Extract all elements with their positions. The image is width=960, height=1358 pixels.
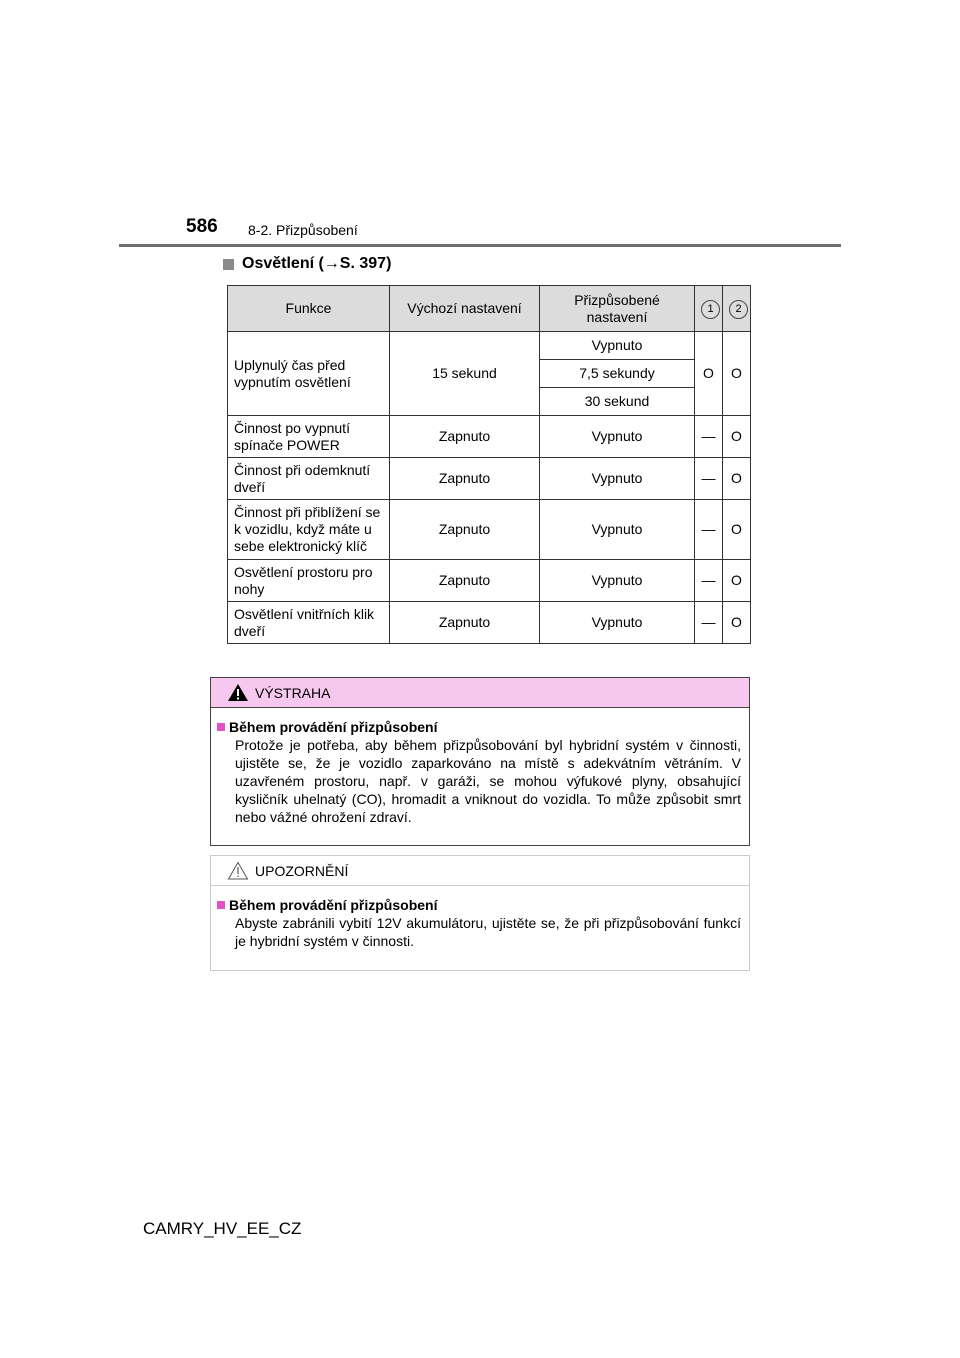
option-cell: 7,5 sekundy	[540, 360, 695, 388]
table-row	[228, 416, 751, 458]
warning-text: Protože je potřeba, aby během přizpůsobování byl hybridní systém v činnosti, ujistěte se, že je vozidlo zaparkováno na místě s adekvátním větráním. V uzavřeném prostoru, např. v garáži, se mohou výfukové plyny, obsahující kysličník uhelnatý (CO), hromadit a vniknout do vozidla. To může způsobit smrt nebo vážné ohrožení zdraví.	[235, 737, 741, 825]
warning-triangle-icon	[227, 683, 249, 702]
notice-header	[211, 856, 749, 886]
page-number: 586	[186, 216, 218, 237]
mark-cell: O	[723, 500, 751, 560]
header-rule	[119, 244, 841, 247]
feature-cell: Činnost po vypnutí spínače POWER	[228, 416, 390, 458]
notice-label: UPOZORNĚNÍ	[255, 862, 349, 879]
warning-label: VÝSTRAHA	[255, 684, 331, 701]
mark-cell: O	[695, 332, 723, 416]
option-cell: Vypnuto	[540, 458, 695, 500]
mark-cell: O	[723, 332, 751, 416]
default-cell: Zapnuto	[390, 500, 540, 560]
caution-triangle-icon	[227, 861, 249, 880]
mark-cell: —	[695, 500, 723, 560]
feature-cell: Činnost při odemknutí dveří	[228, 458, 390, 500]
header-col2	[723, 286, 751, 332]
warning-subtitle	[217, 718, 741, 736]
notice-subtitle	[217, 896, 741, 914]
section-title	[223, 255, 391, 273]
mark-cell: O	[723, 458, 751, 500]
table-row	[228, 560, 751, 602]
circled-number-icon: 2	[729, 300, 748, 319]
header-custom: Přizpůsobené nastavení	[540, 286, 695, 332]
option-cell: Vypnuto	[540, 332, 695, 360]
mark-cell: —	[695, 416, 723, 458]
default-cell: 15 sekund	[390, 332, 540, 416]
option-cell: Vypnuto	[540, 602, 695, 644]
mark-cell: —	[695, 560, 723, 602]
warning-header	[211, 678, 749, 708]
feature-cell: Osvětlení vnitřních klik dveří	[228, 602, 390, 644]
pink-square-bullet-icon	[217, 723, 225, 731]
header-col1	[695, 286, 723, 332]
table-row	[228, 602, 751, 644]
warning-subtitle-text: Během provádění přizpůsobení	[229, 719, 438, 735]
table-row	[228, 500, 751, 560]
mark-cell: —	[695, 602, 723, 644]
feature-cell: Osvětlení prostoru pro nohy	[228, 560, 390, 602]
section-header: 8-2. Přizpůsobení	[248, 222, 358, 238]
settings-table	[227, 285, 751, 644]
notice-subtitle-text: Během provádění přizpůsobení	[229, 897, 438, 913]
header-feature: Funkce	[228, 286, 390, 332]
section-title-text: Osvětlení (→S. 397)	[242, 255, 392, 272]
option-cell: Vypnuto	[540, 560, 695, 602]
default-cell: Zapnuto	[390, 560, 540, 602]
table-row	[228, 332, 751, 360]
feature-cell: Uplynulý čas před vypnutím osvětlení	[228, 332, 390, 416]
option-cell: Vypnuto	[540, 500, 695, 560]
mark-cell: —	[695, 458, 723, 500]
document-code: CAMRY_HV_EE_CZ	[143, 1219, 302, 1238]
square-bullet-icon	[223, 259, 234, 270]
mark-cell: O	[723, 560, 751, 602]
pink-square-bullet-icon	[217, 901, 225, 909]
option-cell: 30 sekund	[540, 388, 695, 416]
mark-cell: O	[723, 416, 751, 458]
header-default: Výchozí nastavení	[390, 286, 540, 332]
mark-cell: O	[723, 602, 751, 644]
notice-box	[210, 855, 750, 971]
warning-box	[210, 677, 750, 846]
table-header-row	[228, 286, 751, 332]
circled-number-icon: 1	[701, 300, 720, 319]
notice-text: Abyste zabránili vybití 12V akumulátoru, ujistěte se, že při přizpůsobování funkcí je hybridní systém v činnosti.	[235, 915, 741, 949]
default-cell: Zapnuto	[390, 602, 540, 644]
feature-cell: Činnost při přiblížení se k vozidlu, když máte u sebe elektronický klíč	[228, 500, 390, 560]
table-row	[228, 458, 751, 500]
default-cell: Zapnuto	[390, 458, 540, 500]
default-cell: Zapnuto	[390, 416, 540, 458]
option-cell: Vypnuto	[540, 416, 695, 458]
